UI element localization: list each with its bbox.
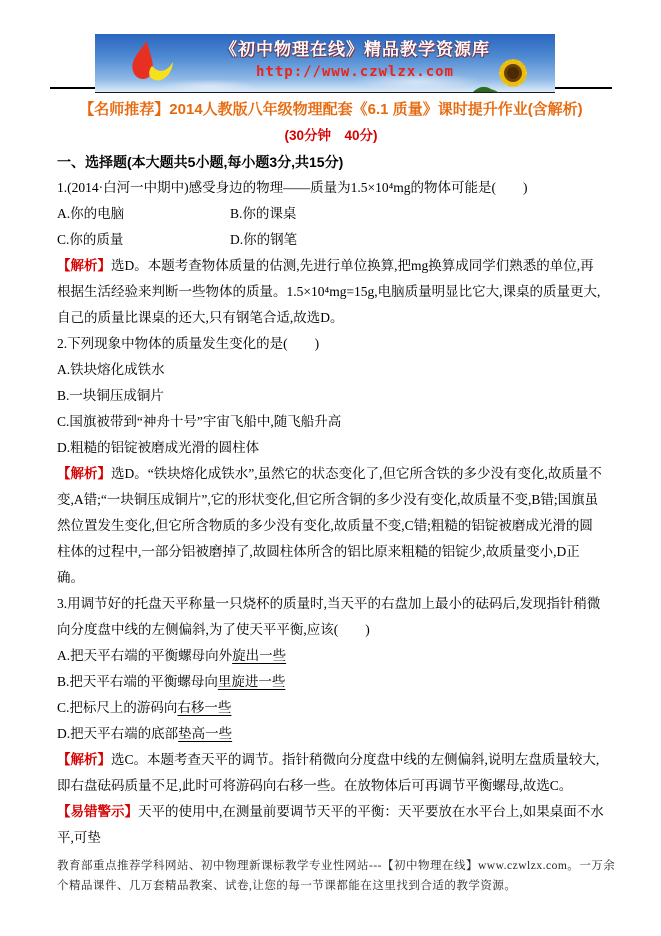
option-a bbox=[57, 201, 230, 227]
option-c bbox=[57, 695, 605, 721]
option-a bbox=[57, 357, 605, 383]
option-text: D.你的钢笔 bbox=[230, 232, 298, 247]
warning-label: 【易错警示】 bbox=[57, 804, 138, 819]
question-stem: 1.(2014·白河一中期中)感受身边的物理——质量为1.5×10⁴mg的物体可能是( ) bbox=[57, 180, 528, 195]
option-text: A.把天平右端的平衡螺母向外 bbox=[57, 648, 233, 663]
option-underline: 旋出一些 bbox=[232, 648, 287, 663]
option-text: B.一块铜压成铜片 bbox=[57, 388, 164, 403]
solution-label: 【解析】 bbox=[57, 752, 111, 767]
sunflower-icon bbox=[471, 46, 543, 93]
option-underline: 垫高一些 bbox=[178, 726, 233, 741]
option-text: D.把天平右端的底部 bbox=[57, 726, 179, 741]
warning-text: 天平的使用中,在测量前要调节天平的平衡：天平要放在水平台上,如果桌面不水平,可垫 bbox=[57, 804, 604, 845]
solution-3 bbox=[57, 747, 605, 799]
option-d bbox=[57, 721, 605, 747]
option-a bbox=[57, 643, 605, 669]
option-d bbox=[230, 227, 605, 253]
option-text: D.粗糙的铝锭被磨成光滑的圆柱体 bbox=[57, 440, 260, 455]
banner-title: 《初中物理在线》精品教学资源库 bbox=[220, 40, 490, 59]
question-2 bbox=[57, 331, 605, 591]
banner-url: http://www.czwlzx.com bbox=[255, 64, 454, 80]
page-footer: 教育部重点推荐学科网站、初中物理新课标教学专业性网站---【初中物理在线】www.czwlzx.com。一万余个精品课件、几万套精品教案、试卷,让您的每一节课都能在这里找到合适的教学资源。 bbox=[57, 860, 616, 892]
option-underline: 里旋进一些 bbox=[217, 674, 286, 689]
solution-1 bbox=[57, 253, 605, 331]
option-underline: 右移一些 bbox=[177, 700, 232, 715]
option-b bbox=[57, 383, 605, 409]
option-text: C.国旗被带到“神舟十号”宇宙飞船中,随飞船升高 bbox=[57, 414, 342, 429]
option-text: A.你的电脑 bbox=[57, 206, 125, 221]
question-options bbox=[57, 357, 605, 461]
option-d bbox=[57, 435, 605, 461]
question-stem: 3.用调节好的托盘天平称量一只烧杯的质量时,当天平的右盘加上最小的砝码后,发现指针稍微向分度盘中线的左侧偏斜,为了使天平平衡,应该( ) bbox=[57, 596, 601, 637]
option-text: C.你的质量 bbox=[57, 232, 124, 247]
option-text: B.把天平右端的平衡螺母向 bbox=[57, 674, 218, 689]
option-b bbox=[230, 201, 605, 227]
question-options bbox=[57, 643, 605, 747]
question-options bbox=[57, 201, 605, 253]
option-text: C.把标尺上的游码向 bbox=[57, 700, 178, 715]
mistake-warning bbox=[57, 799, 605, 851]
section-heading: 一、选择题(本大题共5小题,每小题3分,共15分) bbox=[57, 154, 344, 170]
solution-text: 选D。“铁块熔化成铁水”,虽然它的状态变化了,但它所含铁的多少没有变化,故质量不变,A错;“一块铜压成铜片”,它的形状变化,但它所含铜的多少没有变化,故质量不变,B错;国旗虽然位置发生变化,但它所含物质的多少没有变化,故质量不变,C错;粗糙的铝锭被磨成光滑的圆柱体的过程中,一部分铝被磨掉了,故圆柱体所含的铝比原来粗糙的铝锭少,故质量变小,D正确。 bbox=[57, 466, 602, 585]
option-c bbox=[57, 409, 605, 435]
question-1 bbox=[57, 175, 605, 331]
option-text: B.你的课桌 bbox=[230, 206, 297, 221]
page-title: 【名师推荐】2014人教版八年级物理配套《6.1 质量》课时提升作业(含解析) bbox=[79, 101, 583, 118]
solution-text: 选C。本题考查天平的调节。指针稍微向分度盘中线的左侧偏斜,说明左盘质量较大,即右盘砝码质量不足,此时可将游码向右移一些。在放物体后可再调节平衡螺母,故选C。 bbox=[57, 752, 600, 793]
option-b bbox=[57, 669, 605, 695]
option-text: A.铁块熔化成铁水 bbox=[57, 362, 165, 377]
worksheet-body bbox=[57, 97, 605, 851]
site-banner bbox=[95, 34, 555, 93]
question-3 bbox=[57, 591, 605, 799]
solution-2 bbox=[57, 461, 605, 591]
solution-text: 选D。本题考查物体质量的估测,先进行单位换算,把mg换算成同学们熟悉的单位,再根据生活经验来判断一些物体的质量。1.5×10⁴mg=15g,电脑质量明显比它大,课桌的质量更大,自己的质量比课桌的还大,只有钢笔合适,故选D。 bbox=[57, 258, 601, 325]
option-c bbox=[57, 227, 230, 253]
solution-label: 【解析】 bbox=[57, 466, 111, 481]
question-stem: 2.下列现象中物体的质量发生变化的是( ) bbox=[57, 336, 320, 351]
score-line: (30分钟 40分) bbox=[284, 128, 378, 143]
site-logo-icon bbox=[123, 39, 175, 87]
solution-label: 【解析】 bbox=[57, 258, 111, 273]
